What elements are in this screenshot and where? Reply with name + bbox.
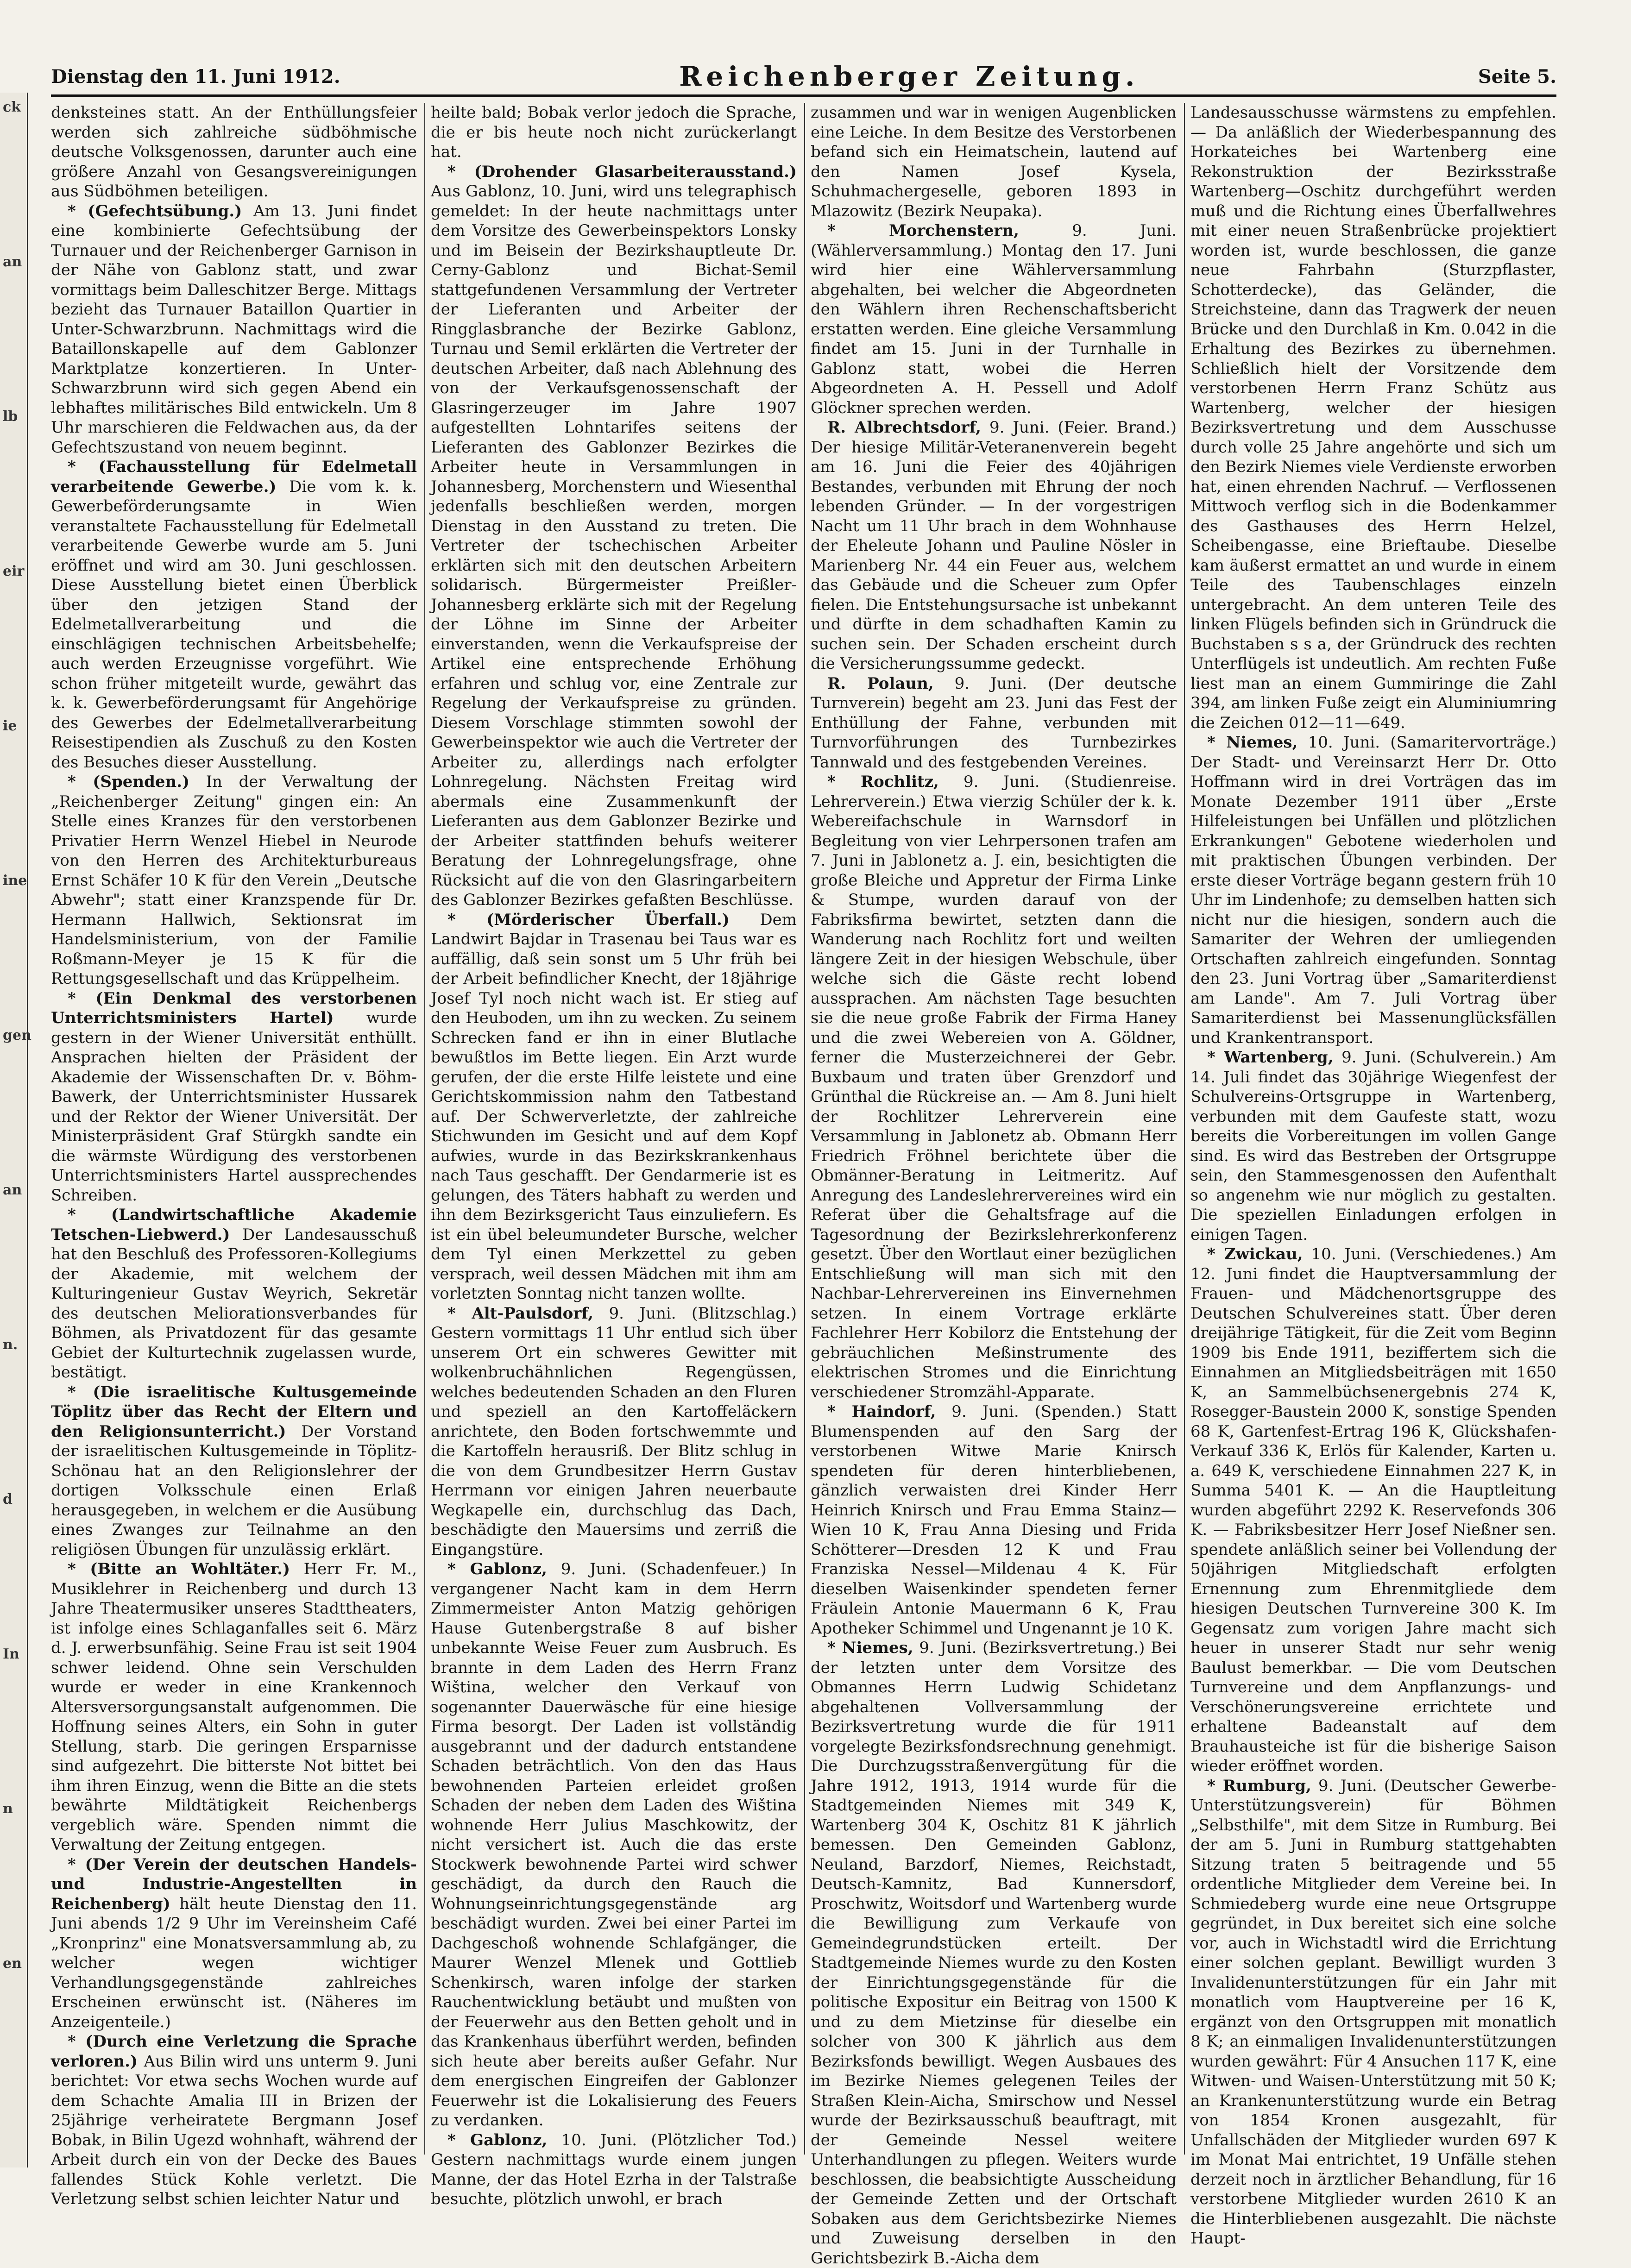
article-text: Am 13. Juni findet eine kombinierte Gefechtsübung der Turnauer und der Reichenberger Garnison in der Nähe von Gablonz statt, und zwar vormittags beim Dalleschitzer Berge. Mittags bezieht das Turnauer Bataillon Quartier in Unter-Schwarzbrunn. Nachmittags wird die Bataillonskapelle auf dem Gablonzer Marktplatze konzertieren. In Unter-Schwarzbrunn wird sich gegen Abend ein lebhaftes militärisches Bild entwickeln. Um 8 Uhr marschieren die Feldwachen aus, da der Gefechtszustand von neuem beginnt. [51,201,417,457]
article-paragraph [51,1855,417,2032]
issue-date: Dienstag den 11. Juni 1912. [51,65,340,88]
article-text: 9. Juni. (Spenden.) Statt Blumenspenden auf den Sarg der verstorbenen Witwe Marie Knirsch spendeten für deren hinterbliebenen, gänzlich verwaisten drei Kinder Herr Heinrich Knirsch und Frau Emma Stainz—Wien 10 K, Frau Anna Diesing und Frida Schötterer—Dresden 12 K und Frau Franziska Nessel—Mildenau 4 K. Für dieselben Waisenkinder spendeten ferner Fräulein Antonie Mauermann 6 K, Frau Apotheker Schimmel und Ungenannt je 10 K. [811,1402,1177,1638]
article-heading: * Rochlitz, [827,773,939,791]
article-paragraph [1190,1048,1556,1244]
edge-fragment: an [3,1182,22,1198]
article-paragraph [1190,1776,1556,2249]
header-rule [51,94,1556,97]
article-heading: * Wartenberg, [1207,1048,1334,1067]
article-paragraph [811,103,1177,221]
article-columns [51,103,1557,2268]
edge-fragment: gen [3,1027,31,1043]
page-header [51,60,1556,93]
article-heading: * Niemes, [827,1639,913,1657]
article-paragraph [51,989,417,1206]
article-heading: * (Spenden.) [68,773,190,791]
article-text: 9. Juni. (Schadenfeuer.) In vergangener Nacht kam in dem Herrn Zimmermeister Anton Matzig gehörigen Hause Gutenbergstraße 8 auf bisher unbekannte Weise Feuer zum Ausbruch. Es brannte in dem Laden des Herrn Franz Wiština, welcher den Verkauf von sogenannter Dauerwäsche für eine hiesige Firma besorgt. Der Laden ist vollständig ausgebrannt und der dadurch entstandene Schaden beträchtlich. Von den das Haus bewohnenden Parteien erleidet großen Schaden der neben dem Laden des Wiština wohnende Herr Julius Maschkowitz, der nicht versichert ist. Auch die das erste Stockwerk bewohnende Partei wird schwer geschädigt, da durch den Rauch die Wohnungseinrichtungsgegenstände arg beschädigt wurden. Zwei bei einer Partei im Dachgeschoß wohnende Schlafgänger, die Maurer Wenzel Mlenek und Gottlieb Schenkirsch, waren infolge der starken Rauchentwicklung betäubt und mußten von der Feuerwehr aus den Betten geholt und in das Krankenhaus überführt werden, befinden sich heute aber bereits außer Gefahr. Nur dem energischen Eingreifen der Gablonzer Feuerwehr ist die Lokalisierung des Feuers zu verdanken. [431,1560,797,2130]
article-text: 9. Juni. (Bezirksvertretung.) Bei der letzten unter dem Vorsitze des Obmannes Herrn Ludwig Schidetanz abgehaltenen Vollversammlung der Bezirksvertretung wurde die für 1911 vorgelegte Bezirksfondsrechnung genehmigt. Die Durchzugsstraßenvergütung für die Jahre 1912, 1913, 1914 wurde für die Stadtgemeinden Niemes mit 349 K, Wartenberg 304 K, Oschitz 81 K jährlich bemessen. Den Gemeinden Gablonz, Neuland, Barzdorf, Niemes, Reichstadt, Deutsch-Kamnitz, Bad Kunnersdorf, Proschwitz, Woitsdorf und Wartenberg wurde die Bewilligung zum Verkaufe von Gemeindegrundstücken erteilt. Der Stadtgemeinde Niemes wurde zu den Kosten der Einrichtungsgegenstände für die politische Expositur ein Beitrag von 1500 K und zu dem Mietzinse für dieselbe ein solcher von 300 K jährlich aus dem Bezirksfonds bewilligt. Wegen Ausbaues des im Bezirke Niemes gelegenen Teiles der Straßen Klein-Aicha, Smirschow und Nessel wurde der Bezirksausschuß beauftragt, mit der Gemeinde Nessel weitere Unterhandlungen zu pflegen. Weiters wurde beschlossen, die beabsichtigte Ausscheidung der Gemeinde Zetten und der Ortschaft Sobaken aus dem Gerichtsbezirke Niemes und Zuweisung derselben in den Gerichtsbezirk B.-Aicha dem [811,1639,1177,2268]
article-text: Der Landesausschuß hat den Beschluß des Professoren-Kollegiums der Akademie, mit welchem der Kulturingenieur Gustav Weyrich, Sekretär des deutschen Meliorationsverbandes für Böhmen, als Privatdozent für das gesamte Gebiet der Kulturtechnik zugelassen wurde, bestätigt. [51,1225,417,1382]
article-heading: * (Der Verein der deutschen Handels- und Industrie-Angestellten in Reichenberg) [51,1855,417,1913]
article-paragraph [811,1402,1177,1638]
article-paragraph [51,772,417,989]
column-1 [51,103,417,2208]
article-text: Herr Fr. M., Musiklehrer in Reichenberg und durch 13 Jahre Theatermusiker unseres Stadttheaters, ist infolge eines Schlaganfalles seit 6. März d. J. erwerbsunfähig. Seine Frau ist seit 1904 schwer leidend. Ohne sein Verschulden wurde er weder in eine Krankennoch Altersversorgungsanstalt aufgenommen. Die Hoffnung seines Alters, ein Sohn in guter Stellung, starb. Die geringen Ersparnisse sind aufgezehrt. Die bitterste Not bittet bei ihm ihren Einzug, wenn die Bitte an die stets bewährte Mildtätigkeit Reichenbergs vergeblich wäre. Spenden nimmt die Verwaltung der Zeitung entgegen. [51,1560,417,1854]
article-heading: * (Durch eine Verletzung die Sprache verloren.) [51,2032,417,2071]
article-text: Dem Landwirt Bajdar in Trasenau bei Taus war es auffällig, daß sein sonst um 5 Uhr früh bei der Arbeit befindlicher Knecht, der 18jährige Josef Tyl noch nicht wach ist. Er stieg auf den Heuboden, um ihn zu wecken. Zu seinem Schrecken fand er ihn in einer Blutlache bewußtlos im Bette liegen. Ein Arzt wurde gerufen, der die erste Hilfe leistete und eine Gerichtskommission nahm den Tatbestand auf. Der Schwerverletzte, der zahlreiche Stichwunden im Gesicht und auf dem Kopf aufwies, wurde in das Bezirkskrankenhaus nach Taus geschafft. Der Gendarmerie ist es gelungen, des Täters habhaft zu werden und ihn dem Bezirksgericht Taus einzuliefern. Es ist ein übel beleumundeter Bursche, welcher dem Tyl einen Merkzettel zu geben versprach, weil dessen Mädchen mit ihm am vorletzten Sonntag nicht tanzen wollte. [431,910,797,1303]
edge-fragment: ine [3,873,27,889]
edge-fragment: n [3,1801,13,1817]
article-text: zusammen und war in wenigen Augenblicken eine Leiche. In dem Besitze des Verstorbenen befand sich ein Heimatschein, lautend auf den Namen Josef Kysela, Schuhmachergeselle, geboren 1893 in Mlazowitz (Bezirk Neupaka). [811,103,1177,220]
article-text: 9. Juni. (Wählerversammlung.) Montag den 17. Juni wird hier eine Wählerversammlung abgehalten, bei welcher die Abgeordneten den Wählern ihren Rechenschaftsbericht erstatten werden. Eine gleiche Versammlung findet am 15. Juni in der Turnhalle in Gablonz statt, wobei die Herren Abgeordneten A. H. Pessell und Adolf Glöckner sprechen werden. [811,221,1177,417]
article-heading: * Gablonz, [447,1560,547,1578]
article-paragraph [1190,103,1556,733]
article-paragraph [1190,1244,1556,1776]
article-heading: * Alt-Paulsdorf, [447,1304,593,1323]
article-text: Der Vorstand der israelitischen Kultusgemeinde in Töplitz-Schönau hat an den Religionslehrer der dortigen Volksschule einen Erlaß herausgegeben, in welchem er die Ausübung eines Zwanges zur Teilnahme an den religiösen Übungen für unzulässig erklärt. [51,1422,417,1559]
column-divider [424,103,425,2155]
article-paragraph [51,1382,417,1560]
article-paragraph [51,1559,417,1855]
article-paragraph [431,1304,797,1560]
edge-fragment: an [3,254,22,270]
article-text: 9. Juni. (Schulverein.) Am 14. Juli findet das 30jährige Wiegenfest der Schulvereins-Ortsgruppe in Wartenberg, verbunden mit dem Gaufeste statt, wozu bereits die Vorbereitungen im vollen Gange sind. Es wird das Bestreben der Ortsgruppe sein, den Stammesgenossen den Aufenthalt so angenehm wie nur möglich zu gestalten. Die speziellen Einladungen erfolgen in einigen Tagen. [1190,1048,1556,1244]
article-text: 9. Juni. (Deutscher Gewerbe-Unterstützungsverein) für Böhmen „Selbsthilfe", mit dem Sitze in Rumburg. Bei der am 5. Juni in Rumburg stattgehabten Sitzung traten 5 beitragende und 55 ordentliche Mitglieder dem Vereine bei. In Schmiedeberg wurde eine neue Ortsgruppe gegründet, in Dux bereitet sich eine solche vor, auch in Wichstadtl wird die Errichtung einer solchen geplant. Bewilligt wurden 3 Invalidenunterstützungen für ein Jahr mit monatlich vom Hauptvereine per 16 K, ergänzt von den Ortsgruppen mit monatlich 8 K; an einmaligen Invalidenunterstützungen wurden gewährt: Für 4 Ansuchen 117 K, eine Witwen- und Waisen-Unterstützung mit 50 K; an Krankenunterstützung wurde ein Betrag von 1854 Kronen ausgezahlt, für Unfallschäden der Mitglieder wurden 697 K im Monat Mai entrichtet, 19 Unfälle stehen derzeit noch in ärztlicher Behandlung, für 16 verstorbene Mitglieder wurden 2610 K an die Hinterbliebenen ausgezahlt. Die nächste Haupt- [1190,1776,1556,2248]
article-heading: * (Bitte an Wohltäter.) [68,1560,290,1578]
article-text: 10. Juni. (Verschiedenes.) Am 12. Juni findet die Hauptversammlung der Frauen- und Mädchenortsgruppe des Deutschen Schulvereines statt. Über deren dreijährige Tätigkeit, für die Zeit vom Beginn 1909 bis Ende 1911, beziffertem sich die Einnahmen an Mitgliedsbeiträgen mit 1650 K, an Sammelbüchsenergebnis 274 K, Rosegger-Baustein 2000 K, sonstige Spenden 68 K, Gartenfest-Ertrag 196 K, Glückshafen-Verkauf 336 K, Erlös für Kalender, Karten u. a. 649 K, verschiedene Einnahmen 227 K, in Summa 5401 K. — An die Hauptleitung wurden abgeführt 2292 K. Reservefonds 306 K. — Fabriksbesitzer Herr Josef Nießner sen. spendete anläßlich seiner bei Vollendung der 50jährigen Mitgliedschaft erfolgten Ernennung zum Ehrenmitgliede dem hiesigen Deutschen Turnvereine 300 K. Im Gegensatz zum vorigen Jahre macht sich heuer in unserer Stadt nur sehr wenig Baulust bemerkbar. — Die vom Deutschen Turnvereine und dem Anpflanzungs- und Verschönerungsvereine errichtete und erhaltene Badeanstalt auf dem Brauhausteiche ist für die bisherige Saison wieder eröffnet worden. [1190,1245,1557,1775]
article-heading: * (Gefechtsübung.) [68,201,242,220]
column-divider [804,103,805,2155]
article-paragraph [811,418,1177,674]
article-paragraph [1190,733,1556,1048]
article-paragraph [811,772,1177,1402]
article-heading: * (Landwirtschaftliche Akademie Tetschen-Liebwerd.) [51,1206,417,1244]
article-paragraph [431,2130,797,2209]
article-paragraph [51,103,417,201]
article-heading: * (Drohender Glasarbeiterausstand.) [447,162,797,181]
article-paragraph [51,457,417,772]
article-text: 9. Juni. (Der deutsche Turnverein) begeht am 23. Juni das Fest der Enthüllung der Fahne, verbunden mit Turnvorführungen des Turnbezirkes Tannwald und des festgebenden Vereines. [811,674,1177,772]
edge-fragment: en [3,1955,22,1972]
edge-fragment: In [3,1646,19,1662]
article-paragraph [431,162,797,910]
edge-fragment: d [3,1491,13,1508]
article-paragraph [431,910,797,1304]
article-heading: * Morchenstern, [827,221,1019,240]
article-paragraph [51,1205,417,1382]
column-4 [1190,103,1557,2248]
article-heading: * (Die israelitische Kultusgemeinde Töplitz über das Recht der Eltern und den Religionsunterricht.) [51,1382,417,1441]
article-heading: * Haindorf, [827,1402,936,1421]
article-text: 9. Juni. (Studienreise. Lehrerverein.) Etwa vierzig Schüler der k. k. Webereifachschule in Warnsdorf in Begleitung von vier Lehrpersonen trafen am 7. Juni in Jablonetz a. J. ein, besichtigten die große Bleiche und Appretur der Firma Linke & Stumpe, wurden darauf von der Fabriksfirma bewirtet, setzten dann die Wanderung nach Rochlitz fort und weilten längere Zeit in der hiesigen Webschule, über welche sich die Gäste recht lobend aussprachen. Am nächsten Tage besuchten sie die neue große Fabrik der Firma Haney und die zwei Webereien von A. Göldner, ferner die Musterzeichnerei der Gebr. Buxbaum und traten über Grenzdorf und Grünthal die Rückreise an. — Am 8. Juni hielt der Rochlitzer Lehrerverein eine Versammlung in Jablonetz ab. Obmann Herr Friedrich Fröhnel berichtete über die Obmänner-Beratung in Leitmeritz. Auf Anregung des Landeslehrervereines wird ein Referat über die Gehaltsfrage auf die Tagesordnung der Bezirkslehrerkonferenz gesetzt. Über den Wortlaut einer bezüglichen Entschließung will man sich mit den Nachbar-Lehrervereinen ins Einvernehmen setzen. In einem Vortrage erklärte Fachlehrer Herr Kobilorz die Entstehung der gebräuchlichen Meßinstrumente des elektrischen Stromes und die Einrichtung verschiedener Stromzähl-Apparate. [811,773,1177,1401]
article-text: Aus Bilin wird uns unterm 9. Juni berichtet: Vor etwa sechs Wochen wurde auf dem Schachte Amalia III in Brizen der 25jährige verheiratete Bergmann Josef Bobak, in Bilin Ugezd wohnhaft, während der Arbeit durch ein von der Decke des Baues fallendes Stück Kohle verletzt. Die Verletzung selbst schien leichter Natur und [51,2052,417,2208]
page-number: Seite 5. [1478,65,1556,88]
edge-fragment: eir [3,563,25,579]
article-paragraph [811,221,1177,418]
article-heading: * (Fachausstellung für Edelmetall verarbeitende Gewerbe.) [51,458,417,496]
edge-fragment: lb [3,408,18,425]
column-3 [811,103,1177,2268]
article-text: heilte bald; Bobak verlor jedoch die Sprache, die er bis heute noch nicht zurückerlangt hat. [431,103,797,161]
article-heading: R. Polaun, [827,674,934,693]
article-text: 10. Juni. (Samaritervorträge.) Der Stadt- und Vereinsarzt Herr Dr. Otto Hoffmann wird in drei Vorträgen das im Monate Dezember 1911 über „Erste Hilfeleistungen bei Unfällen und plötzlichen Erkrankungen" Gebotene wiederholen und mit praktischen Übungen verbinden. Der erste dieser Vorträge begann gestern früh 10 Uhr im Lindenhofe; zu demselben hatten sich nicht nur die hiesigen, sondern auch die Samariter der Wehren der umliegenden Ortschaften zahlreich eingefunden. Sonntag den 23. Juni Vortrag über „Samariterdienst am Lande". Am 7. Juli Vortrag über Samariterdienst bei Massenunglücksfällen und Krankentransport. [1190,733,1556,1047]
article-text: Die vom k. k. Gewerbeförderungsamte in Wien veranstaltete Fachausstellung für Edelmetall verarbeitende Gewerbe wurde am 5. Juni eröffnet und wird am 30. Juni geschlossen. Diese Ausstellung bietet einen Überblick über den jetzigen Stand der Edelmetallverarbeitung und die einschlägigen technischen Arbeitsbehelfe; auch werden Erzeugnisse vorgeführt. Wie schon früher mitgeteilt wurde, gewährt das k. k. Gewerbeförderungsamt für Angehörige des Gewerbes der Edelmetallverarbeitung Reisestipendien als Zuschuß zu den Kosten des Besuches dieser Ausstellung. [51,477,417,772]
article-heading: R. Albrechtsdorf, [827,418,982,437]
article-heading: * (Ein Denkmal des verstorbenen Unterrichtsministers Hartel) [51,989,417,1027]
article-paragraph [811,674,1177,773]
article-text: 9. Juni. (Blitzschlag.) Gestern vormittags 11 Uhr entlud sich über unserem Ort ein schweres Gewitter mit wolkenbruchähnlichen Regengüssen, welches bedeutenden Schaden an den Fluren und speziell an den Kartoffeläckern anrichtete, den Boden fortschwemmte und die Kartoffeln herausriß. Der Blitz schlug in die von dem Grundbesitzer Herrn Gustav Herrmann vor einigen Jahren neuerbaute Wegkapelle ein, durchschlug das Dach, beschädigte den Mauersims und zerriß die Eingangstüre. [431,1304,797,1559]
edge-fragment: ck [3,99,21,115]
article-heading: * Rumburg, [1207,1776,1311,1795]
column-2 [431,103,797,2208]
article-text: wurde gestern in der Wiener Universität enthüllt. Ansprachen hielten der Präsident der Akademie der Wissenschaften Dr. v. Böhm-Bawerk, der Unterrichtsminister Hussarek und der Rektor der Wiener Universität. Der Ministerpräsident Graf Stürgkh sandte ein die wärmste Würdigung des verstorbenen Unterrichtsministers Hartel aussprechendes Schreiben. [51,1009,417,1205]
edge-fragment: n. [3,1337,18,1353]
article-paragraph [431,103,797,162]
article-heading: * Niemes, [1207,733,1298,752]
article-text: 9. Juni. (Feier. Brand.) Der hiesige Militär-Veteranenverein begeht am 16. Juni die Feier des 40jährigen Bestandes, verbunden mit Ehrung der noch lebenden Gründer. — In der vorgestrigen Nacht um 11 Uhr brach in dem Wohnhause der Eheleute Johann und Pauline Nösler in Marienberg Nr. 44 ein Feuer aus, welchem das Gebäude und die Scheuer zum Opfer fielen. Die Entstehungsursache ist unbekannt und dürfte in dem schadhaften Kamin zu suchen sein. Der Schaden erscheint durch die Versicherungssumme gedeckt. [811,418,1177,673]
article-paragraph [51,2032,417,2209]
article-text: In der Verwaltung der „Reichenberger Zeitung" gingen ein: An Stelle eines Kranzes für den verstorbenen Privatier Herrn Wenzel Hiebel in Neurode von den Herren des Architekturbureaus Ernst Schäfer 10 K für den Verein „Deutsche Abwehr"; statt einer Kranzspende für Dr. Hermann Hallwich, Sektionsrat im Handelsministerium, von der Familie Roßmann-Meyer je 15 K für die Rettungsgesellschaft und das Krüppelheim. [51,773,417,988]
article-text: 10. Juni. (Plötzlicher Tod.) Gestern nachmittags wurde einem jungen Manne, der das Hotel Ezrha in der Talstraße besuchte, plötzlich unwohl, er brach [431,2130,797,2208]
article-heading: * (Mörderischer Überfall.) [447,910,730,929]
article-text: hält heute Dienstag den 11. Juni abends 1/2 9 Uhr im Vereinsheim Café „Kronprinz" eine Monatsversammlung ab, zu welcher wegen wichtiger Verhandlungsgegenstände zahlreiches Erscheinen erwünscht ist. (Näheres im Anzeigenteile.) [51,1894,417,2031]
article-text: Landesausschusse wärmstens zu empfehlen. — Da anläßlich der Wiederbespannung des Horkateiches bei Wartenberg eine Rekonstruktion der Bezirksstraße Wartenberg—Oschitz durchgeführt werden muß und die Richtung eines Überfallwehres mit einer neuen Straßenbrücke projektiert worden ist, wurde beschlossen, die ganze neue Fahrbahn (Sturzpflaster, Schotterdecke), das Geländer, die Streichsteine, dann das Tragwerk der neuen Brücke und den Durchlaß in Km. 0.042 in die Erhaltung des Bezirkes zu übernehmen. Schließlich hielt der Vorsitzende dem verstorbenen Herrn Franz Schütz aus Wartenberg, welcher der hiesigen Bezirksvertretung und dem Ausschusse durch volle 25 Jahre angehörte und sich um den Bezirk Niemes viele Verdienste erworben hat, einen ehrenden Nachruf. — Verflossenen Mittwoch verflog sich in die Bodenkammer des Gasthauses des Herrn Helzel, Scheibengasse, eine Brieftaube. Dieselbe kam äußerst ermattet an und wurde in einem Teile des Taubenschlages einzeln untergebracht. An dem unteren Teile des linken Flügels befinden sich in Gründruck die Buchstaben s s a, der Gründruck des rechten Unterflügels ist undeutlich. Am rechten Fuße liest man an einem Gummiringe die Zahl 394, am linken Fuße zeigt ein Aluminiumring die Zeichen 012—11—649. [1190,103,1557,732]
article-heading: * Gablonz, [447,2130,548,2149]
article-paragraph [811,1638,1177,2268]
article-heading: * Zwickau, [1207,1245,1303,1263]
article-paragraph [51,201,417,458]
article-paragraph [431,1559,797,2130]
article-text: Aus Gablonz, 10. Juni, wird uns telegraphisch gemeldet: In der heute nachmittags unter dem Vorsitze des Gewerbeinspektors Lonsky und im Beisein der Bezirkshauptleute Dr. Cerny-Gablonz und Bichat-Semil stattgefundenen Versammlung der Vertreter der Lieferanten und Arbeiter der Ringglasbranche der Bezirke Gablonz, Turnau und Semil erklärten die Vertreter der deutschen Arbeiter, daß nach Ablehnung des von der Verkaufsgenossenschaft der Glasringerzeuger im Jahre 1907 aufgestellten Lohntarifes seitens der Lieferanten des Gablonzer Bezirkes die Arbeiter heute in Versammlungen in Johannesberg, Morchenstern und Wiesenthal jedenfalls beschließen werden, morgen Dienstag in den Ausstand zu treten. Die Vertreter der tschechischen Arbeiter erklärten sich mit den deutschen Arbeitern solidarisch. Bürgermeister Preißler-Johannesberg erklärte sich mit der Regelung der Löhne im Sinne der Arbeiter einverstanden, wenn die Verkaufspreise der Artikel eine entsprechende Erhöhung erfahren und schlug vor, eine Zentrale zur Regelung der Verkaufspreise zu gründen. Diesem Vorschlage stimmten sowohl der Gewerbeinspektor wie auch die Vertreter der Arbeiter zu, allerdings nach erfolgter Lohnregelung. Nächsten Freitag wird abermals eine Zusammenkunft der Lieferanten aus dem Gablonzer Bezirke und der Arbeiter stattfinden behufs weiterer Beratung der Lohnregelungsfrage, ohne Rücksicht auf die von den Glasringarbeitern des Gablonzer Bezirkes gefaßten Beschlüsse. [431,182,797,909]
column-divider [1184,103,1185,2155]
article-text: denksteines statt. An der Enthüllungsfeier werden sich zahlreiche südböhmische deutsche Volksgenossen, darunter auch eine größere Anzahl von Gesangsvereinigungen aus Südböhmen beteiligen. [51,103,417,201]
newspaper-title: Reichenberger Zeitung. [679,61,1140,92]
adjacent-page-edge [0,93,31,2167]
edge-fragment: ie [3,718,17,734]
